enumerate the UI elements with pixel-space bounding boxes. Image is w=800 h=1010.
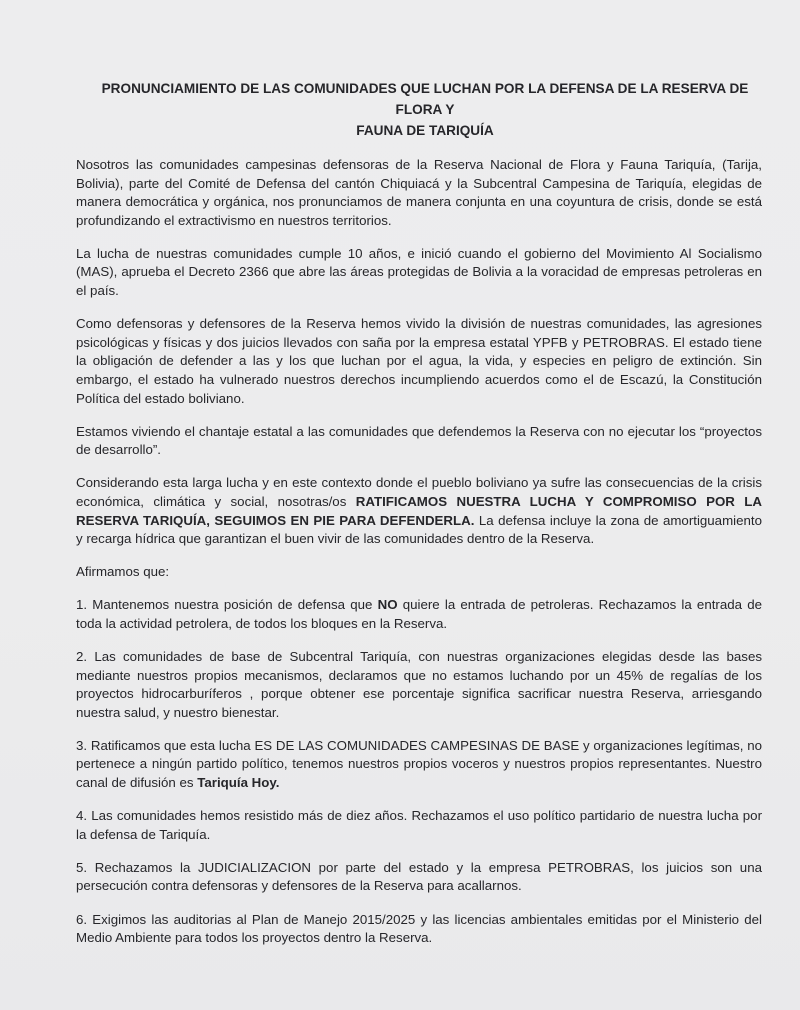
paragraph-affirm: Afirmamos que:	[76, 564, 170, 580]
ratification-text-b: La defensa incluye la zona de amortiguamiento y recarga hídrica que garantizan el buen vivir de las comunidades dentro de la Reserva.	[76, 512, 762, 547]
paragraph-history: La lucha de nuestras comunidades cumple 10 años, e inició cuando el gobierno del Movimiento Al Socialismo (MAS), aprueba el Decreto 2366 que abre las áreas protegidas de Bolivia a la voracidad de empresas petroleras en el país.	[76, 245, 762, 299]
item1-bold: NO	[377, 597, 398, 613]
list-item-2: 2. Las comunidades de base de Subcentral Tariquía, con nuestras organizaciones elegidas desde las bases mediante nuestros propios mecanismos, declaramos que no estamos luchando por un 45% de regalías de los proyectos hidrocarburíferos , porque obtener ese porcentaje significa sacrificar nuestra Reserva, arriesgando nuestra salud, y nuestro bienestar.	[76, 648, 762, 720]
item1-text-b: quiere la entrada de petroleras. Rechazamos la entrada de toda la actividad petrolera, de todos los bloques en la Reserva.	[76, 597, 762, 631]
paragraph-ratification	[76, 474, 762, 548]
paragraph-defenders: Como defensoras y defensores de la Reserva hemos vivido la división de nuestras comunidades, las agresiones psicológicas y físicas y dos juicios llevados con saña por la empresa estatal YPFB y PETROBRAS. El estado tiene la obligación de defender a las y los que luchan por el agua, la vida, y especies en peligro de extinción. Sin embargo, el estado ha vulnerado nuestros derechos incumpliendo acuerdos como el de Escazú, la Constitución Política del estado boliviano.	[76, 316, 762, 406]
paragraph-blackmail: Estamos viviendo el chantaje estatal a las comunidades que defendemos la Reserva con no ejecutar los “proyectos de desarrollo”.	[76, 423, 762, 458]
list-item-6: 6. Exigimos las auditorias al Plan de Manejo 2015/2025 y las licencias ambientales emitidas por el Ministerio del Medio Ambiente para todos los proyectos dentro la Reserva.	[76, 911, 762, 946]
list-item-4: 4. Las comunidades hemos resistido más de diez años. Rechazamos el uso político partidario de nuestra lucha por la defensa de Tariquía.	[76, 808, 762, 842]
document-title	[88, 78, 762, 141]
list-item-3	[76, 737, 762, 793]
ratification-text-a: Considerando esta larga lucha y en este contexto donde el pueblo boliviano ya sufre las consecuencias de la crisis económica, climática y social, nosotras/os	[76, 475, 762, 509]
item1-text-a: 1. Mantenemos nuestra posición de defensa que	[76, 597, 378, 613]
item3-bold: Tariquía Hoy.	[197, 775, 280, 791]
title-line-2: FAUNA DE TARIQUÍA	[356, 123, 494, 138]
ratification-bold: RATIFICAMOS NUESTRA LUCHA Y COMPROMISO POR LA RESERVA TARIQUÍA, SEGUIMOS EN PIE PARA DEFENDERLA.	[76, 493, 762, 528]
paragraph-intro: Nosotros las comunidades campesinas defensoras de la Reserva Nacional de Flora y Fauna Tariquía, (Tarija, Bolivia), parte del Comité de Defensa del cantón Chiquiacá y la Subcentral Campesina de Tariquía, elegidas de manera democrática y orgánica, nos pronunciamos de manera conjunta en una coyuntura de crisis, donde se está profundizando el extractivismo en nuestros territorios.	[76, 157, 762, 228]
item3-text-a: 3. Ratificamos que esta lucha ES DE LAS COMUNIDADES CAMPESINAS DE BASE y organizaciones legítimas, no pertenece a ningún partido político, tenemos nuestros propios voceros y nuestros propios representantes. Nuestro canal de difusión es	[76, 737, 762, 791]
list-item-1	[76, 596, 762, 633]
title-line-1: PRONUNCIAMIENTO DE LAS COMUNIDADES QUE LUCHAN POR LA DEFENSA DE LA RESERVA DE FLORA Y	[101, 81, 749, 117]
list-item-5: 5. Rechazamos la JUDICIALIZACION por parte del estado y la empresa PETROBRAS, los juicios son una persecución contra defensoras y defensores de la Reserva para acallarnos.	[76, 859, 762, 894]
